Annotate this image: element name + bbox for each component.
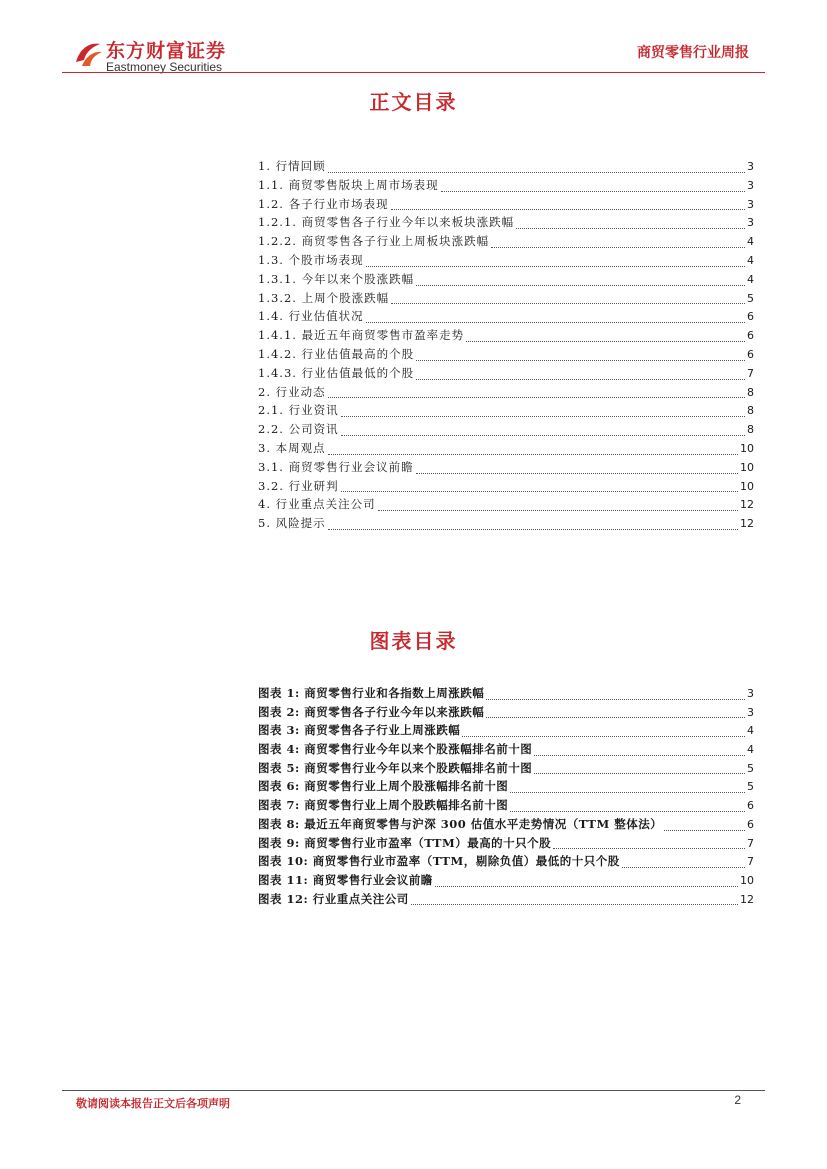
- figure-entry-label: 图表 11: 商贸零售行业会议前瞻: [258, 872, 433, 887]
- toc-entry-page: 4: [747, 253, 754, 267]
- dot-leader: [328, 162, 745, 173]
- dot-leader: [366, 256, 745, 267]
- figure-entry[interactable]: [258, 760, 754, 779]
- dot-leader: [378, 500, 738, 511]
- dot-leader: [664, 820, 745, 831]
- toc-entry[interactable]: [258, 515, 754, 534]
- toc-entry-label: 1.2.2. 商贸零售各子行业上周板块涨跌幅: [258, 234, 490, 249]
- dot-leader: [462, 726, 745, 737]
- company-logo: [72, 36, 242, 80]
- header-divider: [62, 72, 765, 73]
- toc-entry-label: 4. 行业重点关注公司: [258, 497, 376, 512]
- logo-english-name: Eastmoney Securities: [106, 60, 223, 74]
- figure-entry[interactable]: [258, 704, 754, 723]
- figures-title: 图表目录: [369, 629, 458, 653]
- footer-divider: [62, 1090, 765, 1091]
- toc-entry-page: 6: [747, 310, 754, 324]
- toc-entry-label: 1.1. 商贸零售版块上周市场表现: [258, 177, 439, 192]
- dot-leader: [328, 387, 745, 398]
- figure-entry[interactable]: [258, 685, 754, 704]
- figure-entry[interactable]: [258, 853, 754, 872]
- figure-entry-label: 图表 7: 商贸零售行业上周个股跌幅排名前十图: [258, 798, 509, 813]
- figures-list: [258, 685, 754, 909]
- dot-leader: [466, 331, 745, 342]
- toc-entry[interactable]: [258, 308, 754, 327]
- toc-entry-label: 1.4.1. 最近五年商贸零售市盈率走势: [258, 328, 465, 343]
- toc-entry-label: 1.3.1. 今年以来个股涨跌幅: [258, 271, 415, 286]
- toc-entry-page: 3: [747, 216, 754, 230]
- dot-leader: [328, 444, 738, 455]
- toc-list: [258, 158, 754, 534]
- dot-leader: [391, 293, 745, 304]
- toc-entry-page: 6: [747, 347, 754, 361]
- dot-leader: [411, 894, 738, 905]
- toc-entry[interactable]: [258, 402, 754, 421]
- toc-entry-page: 3: [747, 178, 754, 192]
- eastmoney-logo-icon: [72, 38, 104, 70]
- figure-entry-page: 7: [747, 836, 754, 850]
- disclaimer-text: 敬请阅读本报告正文后各项声明: [76, 1097, 230, 1110]
- dot-leader: [553, 838, 745, 849]
- figure-entry-page: 5: [747, 780, 754, 794]
- toc-entry-label: 1.2.1. 商贸零售各子行业今年以来板块涨跌幅: [258, 215, 515, 230]
- toc-entry-page: 8: [747, 423, 754, 437]
- toc-entry[interactable]: [258, 214, 754, 233]
- toc-entry[interactable]: [258, 271, 754, 290]
- toc-entry-page: 4: [747, 235, 754, 249]
- toc-entry-label: 1.4. 行业估值状况: [258, 309, 364, 324]
- toc-entry-label: 1.3.2. 上周个股涨跌幅: [258, 290, 390, 305]
- toc-entry-label: 3. 本周观点: [258, 440, 326, 455]
- toc-entry[interactable]: [258, 177, 754, 196]
- figure-entry-page: 4: [747, 724, 754, 738]
- toc-entry-page: 3: [747, 160, 754, 173]
- dot-leader: [416, 369, 745, 380]
- figure-entry-label: 图表 9: 商贸零售行业市盈率（TTM）最高的十只个股: [258, 835, 552, 850]
- toc-entry[interactable]: [258, 365, 754, 384]
- figure-entry-label: 图表 10: 商贸零售行业市盈率（TTM，剔除负值）最低的十只个股: [258, 854, 620, 869]
- toc-entry-page: 10: [740, 441, 754, 455]
- toc-entry-page: 4: [747, 272, 754, 286]
- toc-entry[interactable]: [258, 384, 754, 403]
- dot-leader: [441, 181, 745, 192]
- dot-leader: [534, 745, 745, 756]
- figure-entry[interactable]: [258, 891, 754, 910]
- dot-leader: [341, 481, 738, 492]
- dot-leader: [341, 425, 745, 436]
- dot-leader: [486, 707, 745, 718]
- figure-entry-label: 图表 6: 商贸零售行业上周个股涨幅排名前十图: [258, 779, 509, 794]
- toc-entry[interactable]: [258, 440, 754, 459]
- figure-entry-label: 图表 8: 最近五年商贸零售与沪深 300 估值水平走势情况（TTM 整体法）: [258, 816, 663, 831]
- toc-entry[interactable]: [258, 252, 754, 271]
- dot-leader: [491, 237, 745, 248]
- figure-entry[interactable]: [258, 722, 754, 741]
- toc-entry[interactable]: [258, 196, 754, 215]
- figure-entry-page: 12: [740, 892, 754, 906]
- toc-entry-label: 1.4.2. 行业估值最高的个股: [258, 346, 415, 361]
- logo-chinese-name: 东方财富证券: [106, 40, 227, 62]
- toc-entry-label: 5. 风险提示: [258, 516, 326, 531]
- dot-leader: [341, 406, 745, 417]
- dot-leader: [391, 199, 745, 210]
- toc-entry-page: 8: [747, 404, 754, 418]
- toc-entry-page: 3: [747, 197, 754, 211]
- figure-entry-page: 10: [740, 873, 754, 887]
- toc-entry-page: 7: [747, 366, 754, 380]
- toc-entry-page: 6: [747, 329, 754, 343]
- figure-entry-label: 图表 5: 商贸零售行业今年以来个股跌幅排名前十图: [258, 760, 533, 775]
- page-number: 2: [734, 1093, 741, 1107]
- figure-entry-label: 图表 1: 商贸零售行业和各指数上周涨跌幅: [258, 686, 485, 700]
- toc-entry-label: 1.3. 个股市场表现: [258, 252, 364, 267]
- toc-entry-page: 5: [747, 291, 754, 305]
- toc-entry-page: 10: [740, 479, 754, 493]
- toc-entry[interactable]: [258, 346, 754, 365]
- toc-entry-label: 3.2. 行业研判: [258, 478, 339, 493]
- dot-leader: [516, 218, 745, 229]
- toc-entry[interactable]: [258, 233, 754, 252]
- figure-entry[interactable]: [258, 778, 754, 797]
- dot-leader: [328, 519, 738, 530]
- toc-entry-label: 1.2. 各子行业市场表现: [258, 196, 389, 211]
- dot-leader: [366, 312, 745, 323]
- dot-leader: [486, 689, 745, 700]
- figure-entry-page: 3: [747, 687, 754, 700]
- figure-entry[interactable]: [258, 741, 754, 760]
- toc-entry-page: 10: [740, 460, 754, 474]
- toc-entry-label: 3.1. 商贸零售行业会议前瞻: [258, 459, 414, 474]
- dot-leader: [510, 782, 745, 793]
- dot-leader: [435, 876, 738, 887]
- toc-entry-label: 2.2. 公司资讯: [258, 422, 339, 437]
- dot-leader: [416, 350, 745, 361]
- dot-leader: [510, 801, 745, 812]
- toc-entry[interactable]: [258, 478, 754, 497]
- dot-leader: [416, 275, 745, 286]
- toc-entry-label: 1.4.3. 行业估值最低的个股: [258, 365, 415, 380]
- figure-entry[interactable]: [258, 835, 754, 854]
- figure-entry-label: 图表 2: 商贸零售各子行业今年以来涨跌幅: [258, 704, 485, 719]
- dot-leader: [534, 763, 745, 774]
- toc-entry[interactable]: [258, 158, 754, 177]
- dot-leader: [622, 857, 745, 868]
- toc-entry[interactable]: [258, 496, 754, 515]
- toc-entry-page: 12: [740, 517, 754, 531]
- figure-entry-page: 5: [747, 761, 754, 775]
- toc-entry[interactable]: [258, 290, 754, 309]
- toc-entry-page: 12: [740, 498, 754, 512]
- figure-entry[interactable]: [258, 816, 754, 835]
- figure-entry[interactable]: [258, 797, 754, 816]
- toc-entry[interactable]: [258, 327, 754, 346]
- figure-entry-label: 图表 4: 商贸零售行业今年以来个股涨幅排名前十图: [258, 742, 533, 757]
- toc-entry[interactable]: [258, 459, 754, 478]
- figure-entry-page: 6: [747, 799, 754, 813]
- toc-entry[interactable]: [258, 421, 754, 440]
- figure-entry[interactable]: [258, 872, 754, 891]
- figure-entry-label: 图表 12: 行业重点关注公司: [258, 891, 409, 906]
- report-type-label: 商贸零售行业周报: [637, 45, 749, 61]
- toc-entry-label: 1. 行情回顾: [258, 159, 326, 173]
- figure-entry-page: 7: [747, 855, 754, 869]
- toc-title: 正文目录: [369, 90, 458, 114]
- toc-entry-label: 2. 行业动态: [258, 384, 326, 399]
- figure-entry-page: 3: [747, 705, 754, 719]
- figure-entry-page: 4: [747, 743, 754, 757]
- dot-leader: [416, 463, 738, 474]
- figure-entry-label: 图表 3: 商贸零售各子行业上周涨跌幅: [258, 723, 461, 738]
- toc-entry-label: 2.1. 行业资讯: [258, 403, 339, 418]
- toc-entry-page: 8: [747, 385, 754, 399]
- figure-entry-page: 6: [747, 817, 754, 831]
